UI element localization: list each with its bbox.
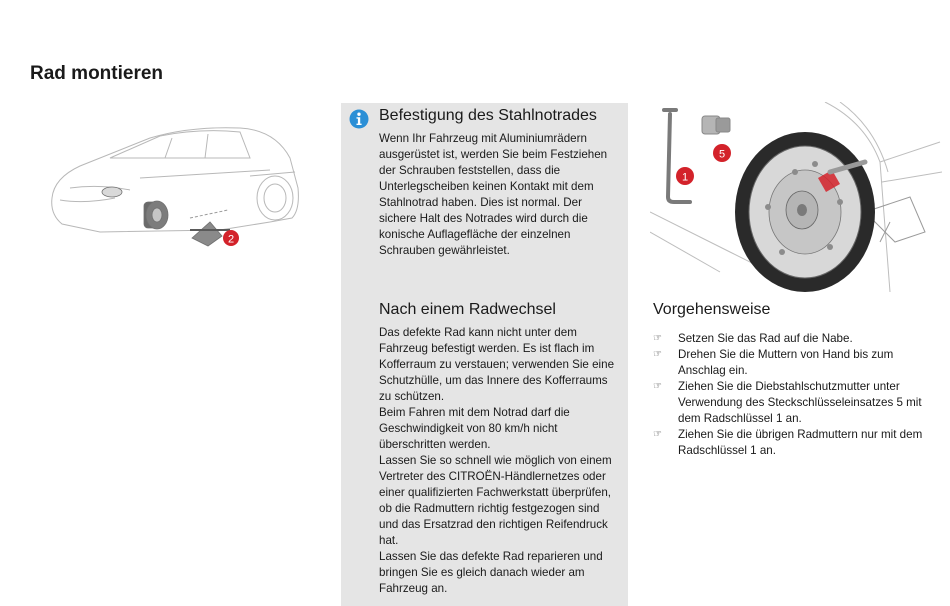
procedure-title: Vorgehensweise: [653, 301, 771, 318]
callout-wrench-label: 1: [681, 171, 689, 184]
callout-socket-label: 5: [718, 148, 726, 161]
procedure-steps: [653, 331, 943, 459]
step-4: ☞ Ziehen Sie die übrigen Radmuttern nur mit dem Radschlüssel 1 an.: [653, 428, 923, 457]
after-change-title: Nach einem Radwechsel: [379, 301, 556, 318]
after-change-text: Das defekte Rad kann nicht unter dem Fahrzeug befestigt werden. Es ist flach im Kofferraum zu verstauen; verwenden Sie eine Schutzhülle, um das Innere des Kofferraums zu schützen. Beim Fahren mit dem Notrad darf die Geschwindigkeit von 80 km/h nicht überschritten werden. Lassen Sie so schnell wie möglich von einem Vertreter des CITROËN-Händlernetzes oder einer qualifizierten Fachwerkstatt überprüfen, ob die Radmuttern richtig festgezogen sind und das Ersatzrad den richtigen Reifendruck hat. Lassen Sie das defekte Rad reparieren und bringen Sie es gleich danach wieder am Fahrzeug an.: [379, 326, 615, 595]
car-with-jack-illustration: [40, 118, 310, 258]
wheel-mounting-illustration: [650, 102, 942, 294]
info-icon: [349, 109, 369, 129]
callout-jack-label: 2: [227, 233, 235, 246]
steel-spare-title: Befestigung des Stahlnotrades: [379, 107, 597, 124]
page-title: Rad montieren: [30, 63, 164, 84]
steel-spare-text: Wenn Ihr Fahrzeug mit Aluminiumrädern ausgerüstet ist, werden Sie beim Festziehen der Schrauben feststellen, dass die Unterlegscheiben keinen Kontakt mit dem Stahlnotrad haben. Dies ist normal. Der sichere Halt des Notrades wird durch die konische Auflagefläche der einzelnen Schrauben gewährleistet.: [379, 132, 608, 257]
step-3: ☞ Ziehen Sie die Diebstahlschutzmutter unter Verwendung des Steckschlüsseleinsatzes 5 mit dem Radschlüssel 1 an.: [653, 380, 922, 425]
pointing-hand-icon: ☞: [653, 381, 662, 392]
pointing-hand-icon: ☞: [653, 333, 662, 344]
step-1: ☞ Setzen Sie das Rad auf die Nabe.: [653, 332, 853, 345]
step-2: ☞ Drehen Sie die Muttern von Hand bis zum Anschlag ein.: [653, 348, 894, 377]
pointing-hand-icon: ☞: [653, 349, 662, 360]
pointing-hand-icon: ☞: [653, 429, 662, 440]
